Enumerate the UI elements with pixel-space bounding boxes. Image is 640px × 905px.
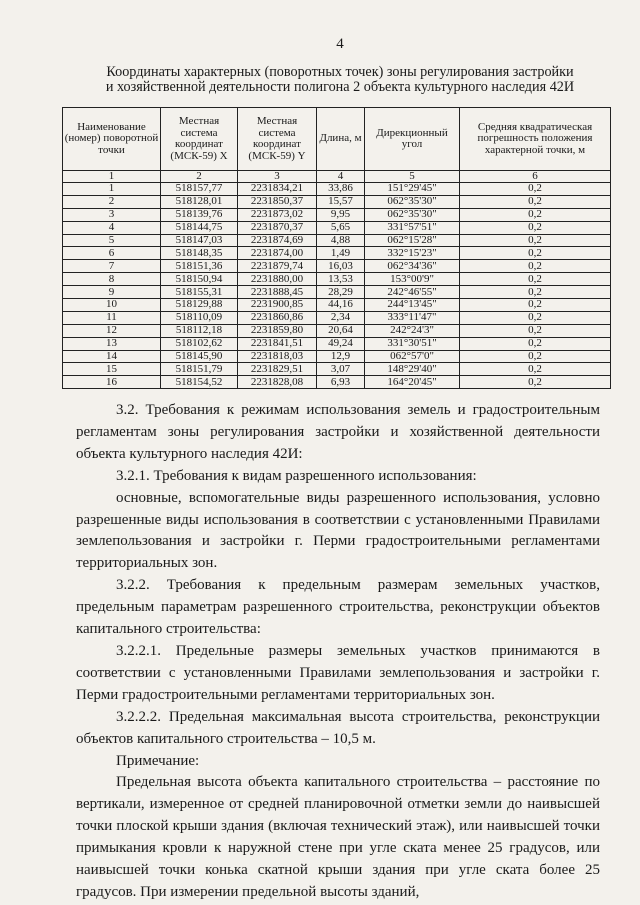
cell-angle: 331°30'51" [365, 337, 460, 350]
cell-angle: 062°35'30" [365, 195, 460, 208]
column-number: 4 [317, 171, 365, 183]
column-number: 3 [238, 171, 317, 183]
cell-point: 14 [63, 350, 161, 363]
cell-y: 2231860,86 [238, 311, 317, 324]
cell-angle: 151°29'45" [365, 183, 460, 196]
cell-error: 0,2 [460, 337, 611, 350]
cell-angle: 333°11'47" [365, 311, 460, 324]
cell-length: 20,64 [317, 324, 365, 337]
table-row [63, 286, 611, 299]
cell-point: 4 [63, 221, 161, 234]
cell-length: 4,88 [317, 234, 365, 247]
cell-error: 0,2 [460, 350, 611, 363]
cell-y: 2231874,00 [238, 247, 317, 260]
cell-point: 1 [63, 183, 161, 196]
cell-y: 2231818,03 [238, 350, 317, 363]
cell-angle: 062°57'0" [365, 350, 460, 363]
cell-y: 2231841,51 [238, 337, 317, 350]
cell-error: 0,2 [460, 195, 611, 208]
cell-error: 0,2 [460, 273, 611, 286]
cell-length: 9,95 [317, 208, 365, 221]
cell-error: 0,2 [460, 208, 611, 221]
table-title-line-1: Координаты характерных (поворотных точек) зоны регулирования застройки [106, 64, 574, 80]
table-header [63, 108, 611, 171]
table-row [63, 350, 611, 363]
header-length: Длина, м [317, 108, 365, 171]
cell-angle: 062°34'36" [365, 260, 460, 273]
table-row [63, 299, 611, 312]
cell-x: 518139,76 [161, 208, 238, 221]
paragraph-uses: основные, вспомогательные виды разрешенного использования, условно разрешенные виды использования в соответствии с установленными Правилами землепользования и застройки г. Перми градостроительными регламентами территориальных зон. [76, 489, 600, 572]
cell-x: 518148,35 [161, 247, 238, 260]
table-row [63, 363, 611, 376]
paragraph-3-2-2: 3.2.2. Требования к предельным размерам земельных участков, предельным параметрам разрешенного строительства, реконструкции объектов капитального строительства: [76, 577, 600, 638]
coordinates-table [62, 107, 611, 389]
table-body [63, 171, 611, 389]
cell-x: 518145,90 [161, 350, 238, 363]
cell-angle: 242°46'55" [365, 286, 460, 299]
body-text [76, 400, 600, 904]
cell-x: 518128,01 [161, 195, 238, 208]
cell-x: 518155,31 [161, 286, 238, 299]
cell-length: 28,29 [317, 286, 365, 299]
cell-y: 2231874,69 [238, 234, 317, 247]
cell-x: 518144,75 [161, 221, 238, 234]
column-number-row [63, 171, 611, 183]
cell-error: 0,2 [460, 311, 611, 324]
cell-point: 15 [63, 363, 161, 376]
cell-error: 0,2 [460, 286, 611, 299]
cell-y: 2231828,08 [238, 376, 317, 389]
cell-x: 518102,62 [161, 337, 238, 350]
cell-length: 13,53 [317, 273, 365, 286]
cell-angle: 242°24'3" [365, 324, 460, 337]
cell-point: 13 [63, 337, 161, 350]
paragraph-3-2: 3.2. Требования к режимам использования земель и градостроительным регламентам зоны регулирования застройки и хозяйственной деятельности объекта культурного наследия 42И: [76, 402, 600, 462]
cell-point: 2 [63, 195, 161, 208]
paragraph-3-2-2-1: 3.2.2.1. Предельные размеры земельных участков принимаются в соответствии с установленными Правилами землепользования и застройки г. Перми градостроительными регламентами территориальных зон. [76, 642, 600, 703]
table-row [63, 183, 611, 196]
cell-y: 2231829,51 [238, 363, 317, 376]
cell-x: 518150,94 [161, 273, 238, 286]
cell-y: 2231873,02 [238, 208, 317, 221]
cell-angle: 244°13'45" [365, 299, 460, 312]
cell-point: 7 [63, 260, 161, 273]
cell-length: 5,65 [317, 221, 365, 234]
cell-point: 10 [63, 299, 161, 312]
cell-error: 0,2 [460, 324, 611, 337]
cell-length: 49,24 [317, 337, 365, 350]
cell-point: 11 [63, 311, 161, 324]
header-x: Местная система координат (МСК-59) X [161, 108, 238, 171]
cell-y: 2231888,45 [238, 286, 317, 299]
cell-x: 518157,77 [161, 183, 238, 196]
column-number: 1 [63, 171, 161, 183]
column-number: 5 [365, 171, 460, 183]
cell-y: 2231870,37 [238, 221, 317, 234]
cell-angle: 062°35'30" [365, 208, 460, 221]
cell-y: 2231900,85 [238, 299, 317, 312]
cell-error: 0,2 [460, 221, 611, 234]
table-row [63, 337, 611, 350]
cell-point: 12 [63, 324, 161, 337]
cell-angle: 332°15'23" [365, 247, 460, 260]
cell-length: 6,93 [317, 376, 365, 389]
header-y: Местная система координат (МСК-59) Y [238, 108, 317, 171]
cell-x: 518154,52 [161, 376, 238, 389]
cell-y: 2231859,80 [238, 324, 317, 337]
table-row [63, 260, 611, 273]
cell-y: 2231834,21 [238, 183, 317, 196]
cell-error: 0,2 [460, 183, 611, 196]
paragraph-note-label: Примечание: [116, 752, 200, 769]
table-row [63, 208, 611, 221]
paragraph-3-2-1: 3.2.1. Требования к видам разрешенного использования: [116, 467, 477, 484]
cell-error: 0,2 [460, 247, 611, 260]
cell-length: 2,34 [317, 311, 365, 324]
cell-point: 8 [63, 273, 161, 286]
cell-angle: 062°15'28" [365, 234, 460, 247]
cell-x: 518151,79 [161, 363, 238, 376]
cell-point: 6 [63, 247, 161, 260]
cell-point: 9 [63, 286, 161, 299]
table-row [63, 273, 611, 286]
column-number: 6 [460, 171, 611, 183]
cell-length: 1,49 [317, 247, 365, 260]
cell-point: 5 [63, 234, 161, 247]
cell-error: 0,2 [460, 260, 611, 273]
table-row [63, 195, 611, 208]
page-number: 4 [336, 36, 344, 52]
cell-x: 518110,09 [161, 311, 238, 324]
column-number: 2 [161, 171, 238, 183]
table-row [63, 324, 611, 337]
cell-point: 16 [63, 376, 161, 389]
table-row [63, 376, 611, 389]
cell-angle: 153°00'9" [365, 273, 460, 286]
cell-length: 33,86 [317, 183, 365, 196]
cell-angle: 148°29'40" [365, 363, 460, 376]
paragraph-note-text: Предельная высота объекта капитального строительства – расстояние по вертикали, измеренное от средней планировочной отметки земли до наивысшей точки плоской крыши здания (включая технический этаж), или наивысшей точки примыкания кровли к наружной стене при угле ската менее 25 градусов, или наивысшей точки конька скатной крыши здания при угле ската более 25 градусов. При измерении предельной высоты зданий, [76, 774, 600, 900]
cell-y: 2231850,37 [238, 195, 317, 208]
cell-angle: 331°57'51" [365, 221, 460, 234]
table-row [63, 247, 611, 260]
cell-error: 0,2 [460, 299, 611, 312]
header-direction-angle: Дирекционный угол [365, 108, 460, 171]
cell-length: 44,16 [317, 299, 365, 312]
header-point-name: Наименование (номер) поворотной точки [63, 108, 161, 171]
table-row [63, 234, 611, 247]
cell-point: 3 [63, 208, 161, 221]
cell-length: 15,57 [317, 195, 365, 208]
cell-y: 2231879,74 [238, 260, 317, 273]
cell-y: 2231880,00 [238, 273, 317, 286]
cell-error: 0,2 [460, 234, 611, 247]
cell-length: 16,03 [317, 260, 365, 273]
paragraph-3-2-2-2: 3.2.2.2. Предельная максимальная высота строительства, реконструкции объектов капитального строительства – 10,5 м. [76, 708, 600, 747]
cell-angle: 164°20'45" [365, 376, 460, 389]
cell-x: 518129,88 [161, 299, 238, 312]
cell-x: 518151,36 [161, 260, 238, 273]
table-row [63, 221, 611, 234]
cell-x: 518147,03 [161, 234, 238, 247]
cell-length: 12,9 [317, 350, 365, 363]
table-title [70, 65, 610, 95]
cell-error: 0,2 [460, 376, 611, 389]
cell-length: 3,07 [317, 363, 365, 376]
table-title-line-2: и хозяйственной деятельности полигона 2 объекта культурного наследия 42И [105, 79, 575, 95]
table-row [63, 311, 611, 324]
cell-error: 0,2 [460, 363, 611, 376]
header-error: Средняя квадратическая погрешность положения характерной точки, м [460, 108, 611, 171]
cell-x: 518112,18 [161, 324, 238, 337]
